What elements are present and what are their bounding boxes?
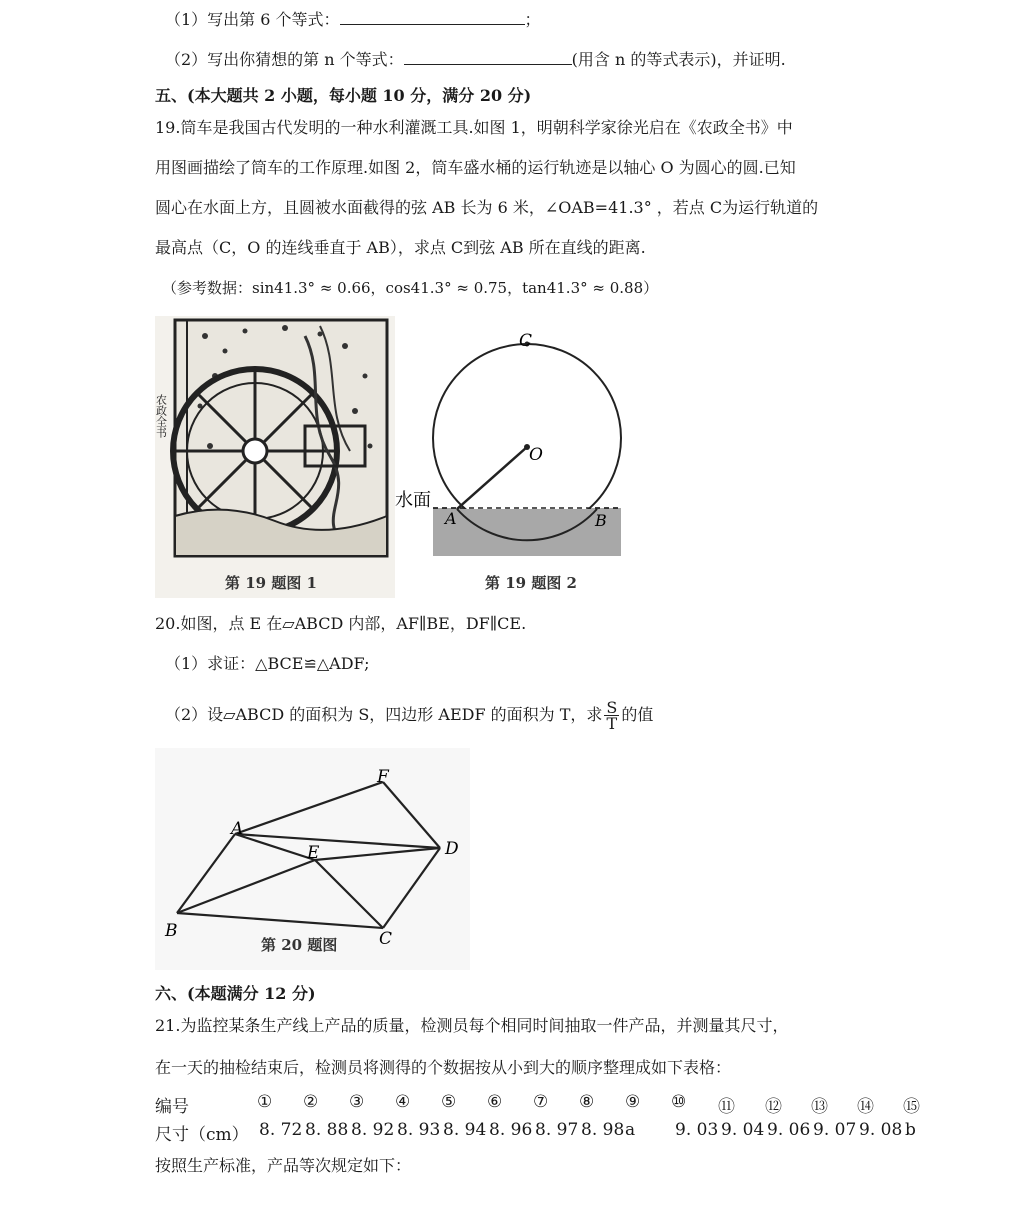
- label-C: C: [379, 929, 393, 949]
- q21-line2: 在一天的抽检结束后，检测员将测得的个数据按从小到大的顺序整理成如下表格：: [155, 1058, 732, 1077]
- size-cell: 8. 88: [305, 1120, 349, 1140]
- fraction-S-over-T: $\frac{S}{T}$: [606, 698, 618, 733]
- q19-line1: 19.筒车是我国古代发明的一种水利灌溉工具.如图 1，明朝科学家徐光启在《农政全书》中: [155, 118, 793, 137]
- q20-part2: （2）设▱ABCD 的面积为 S，四边形 AEDF 的面积为 T，求 $\frac{S}{T}$ 的值: [165, 698, 654, 733]
- size-cell: 9. 04: [721, 1120, 765, 1140]
- q19-figure2: [395, 316, 645, 598]
- label-A: A: [231, 819, 244, 839]
- size-cell: 9. 08: [859, 1120, 903, 1140]
- id-cell: ③: [349, 1092, 365, 1112]
- id-cell: ⑩: [671, 1092, 687, 1112]
- q19-line2: 用图画描绘了筒车的工作原理.如图 2，筒车盛水桶的运行轨迹是以轴心 O 为圆心的圆.已知: [155, 158, 796, 177]
- q21-line3: 按照生产标准，产品等次规定如下：: [155, 1156, 412, 1175]
- q19-line4: 最高点（C，O 的连线垂直于 AB），求点 C到弦 AB 所在直线的距离.: [155, 238, 646, 257]
- q21-line1: 21.为监控某条生产线上产品的质量，检测员每个相同时间抽取一件产品，并测量其尺寸，: [155, 1016, 789, 1035]
- q19-figure1: [155, 316, 395, 598]
- id-cell: ⑧: [579, 1092, 595, 1112]
- label-E: E: [307, 843, 320, 863]
- label-water-surface: 水面: [395, 490, 431, 511]
- section-5-title: 五、(本大题共 2 小题，每小题 10 分，满分 20 分): [155, 86, 532, 105]
- label-D: D: [445, 839, 459, 859]
- q18-part2: （2）写出你猜想的第 n 个等式： (用含 n 的等式表示)，并证明.: [165, 50, 786, 69]
- size-cell: b: [905, 1120, 916, 1140]
- size-cell: 8. 96: [489, 1120, 533, 1140]
- row-label-size: 尺寸（cm）: [155, 1125, 249, 1145]
- id-cell: ⑦: [533, 1092, 549, 1112]
- size-cell: a: [625, 1120, 636, 1140]
- q20-part1: （1）求证：△BCE≌△ADF;: [165, 654, 370, 673]
- size-cell: 8. 92: [351, 1120, 395, 1140]
- size-cell: 9. 07: [813, 1120, 857, 1140]
- section-6-title: 六、(本题满分 12 分): [155, 984, 316, 1003]
- size-cell: 8. 72: [259, 1120, 303, 1140]
- size-cell: 8. 98: [581, 1120, 625, 1140]
- answer-blank-2[interactable]: [404, 50, 572, 65]
- q18-part1: （1）写出第 6 个等式： ；: [165, 10, 541, 29]
- id-cell: ①: [257, 1092, 273, 1112]
- id-cell: ⑨: [625, 1092, 641, 1112]
- size-cell: 8. 97: [535, 1120, 579, 1140]
- q20-line1: 20.如图，点 E 在▱ABCD 内部，AF∥BE，DF∥CE.: [155, 614, 527, 633]
- id-cell: ⑮: [903, 1097, 920, 1117]
- size-cell: 8. 94: [443, 1120, 487, 1140]
- circle-diagram: [395, 316, 645, 598]
- label-C: C: [519, 331, 533, 351]
- label-O: O: [529, 445, 543, 465]
- id-cell: ⑤: [441, 1092, 457, 1112]
- id-cell: ④: [395, 1092, 411, 1112]
- q19-line3: 圆心在水面上方，且圆被水面截得的弦 AB 长为 6 米，∠OAB=41.3° ，若点 C为运行轨道的: [155, 198, 819, 217]
- fig1-side-text: 农政全书: [155, 394, 168, 438]
- id-cell: ⑭: [857, 1097, 874, 1117]
- label-F: F: [377, 767, 389, 787]
- row-label-id: 编号: [155, 1097, 189, 1117]
- size-cell: 9. 03: [675, 1120, 719, 1140]
- size-cell: 9. 06: [767, 1120, 811, 1140]
- id-cell: ⑥: [487, 1092, 503, 1112]
- water-wheel-illustration: [155, 316, 395, 598]
- label-B: B: [165, 921, 178, 941]
- label-A: A: [445, 509, 457, 528]
- id-cell: ⑬: [811, 1097, 828, 1117]
- q19-figure2-caption: 第 19 题图 2: [485, 574, 577, 592]
- q19-figure1-caption: 第 19 题图 1: [225, 574, 317, 592]
- id-cell: ②: [303, 1092, 319, 1112]
- q20-figure: [155, 748, 470, 970]
- label-B: B: [595, 511, 607, 530]
- id-cell: ⑪: [718, 1097, 735, 1117]
- id-cell: ⑫: [765, 1097, 782, 1117]
- q19-reference-data: （参考数据：sin41.3° ≈ 0.66，cos41.3° ≈ 0.75，tan41.3° ≈ 0.88）: [162, 279, 659, 297]
- size-cell: 8. 93: [397, 1120, 441, 1140]
- q20-figure-caption: 第 20 题图: [261, 936, 338, 954]
- answer-blank-1[interactable]: [340, 10, 525, 25]
